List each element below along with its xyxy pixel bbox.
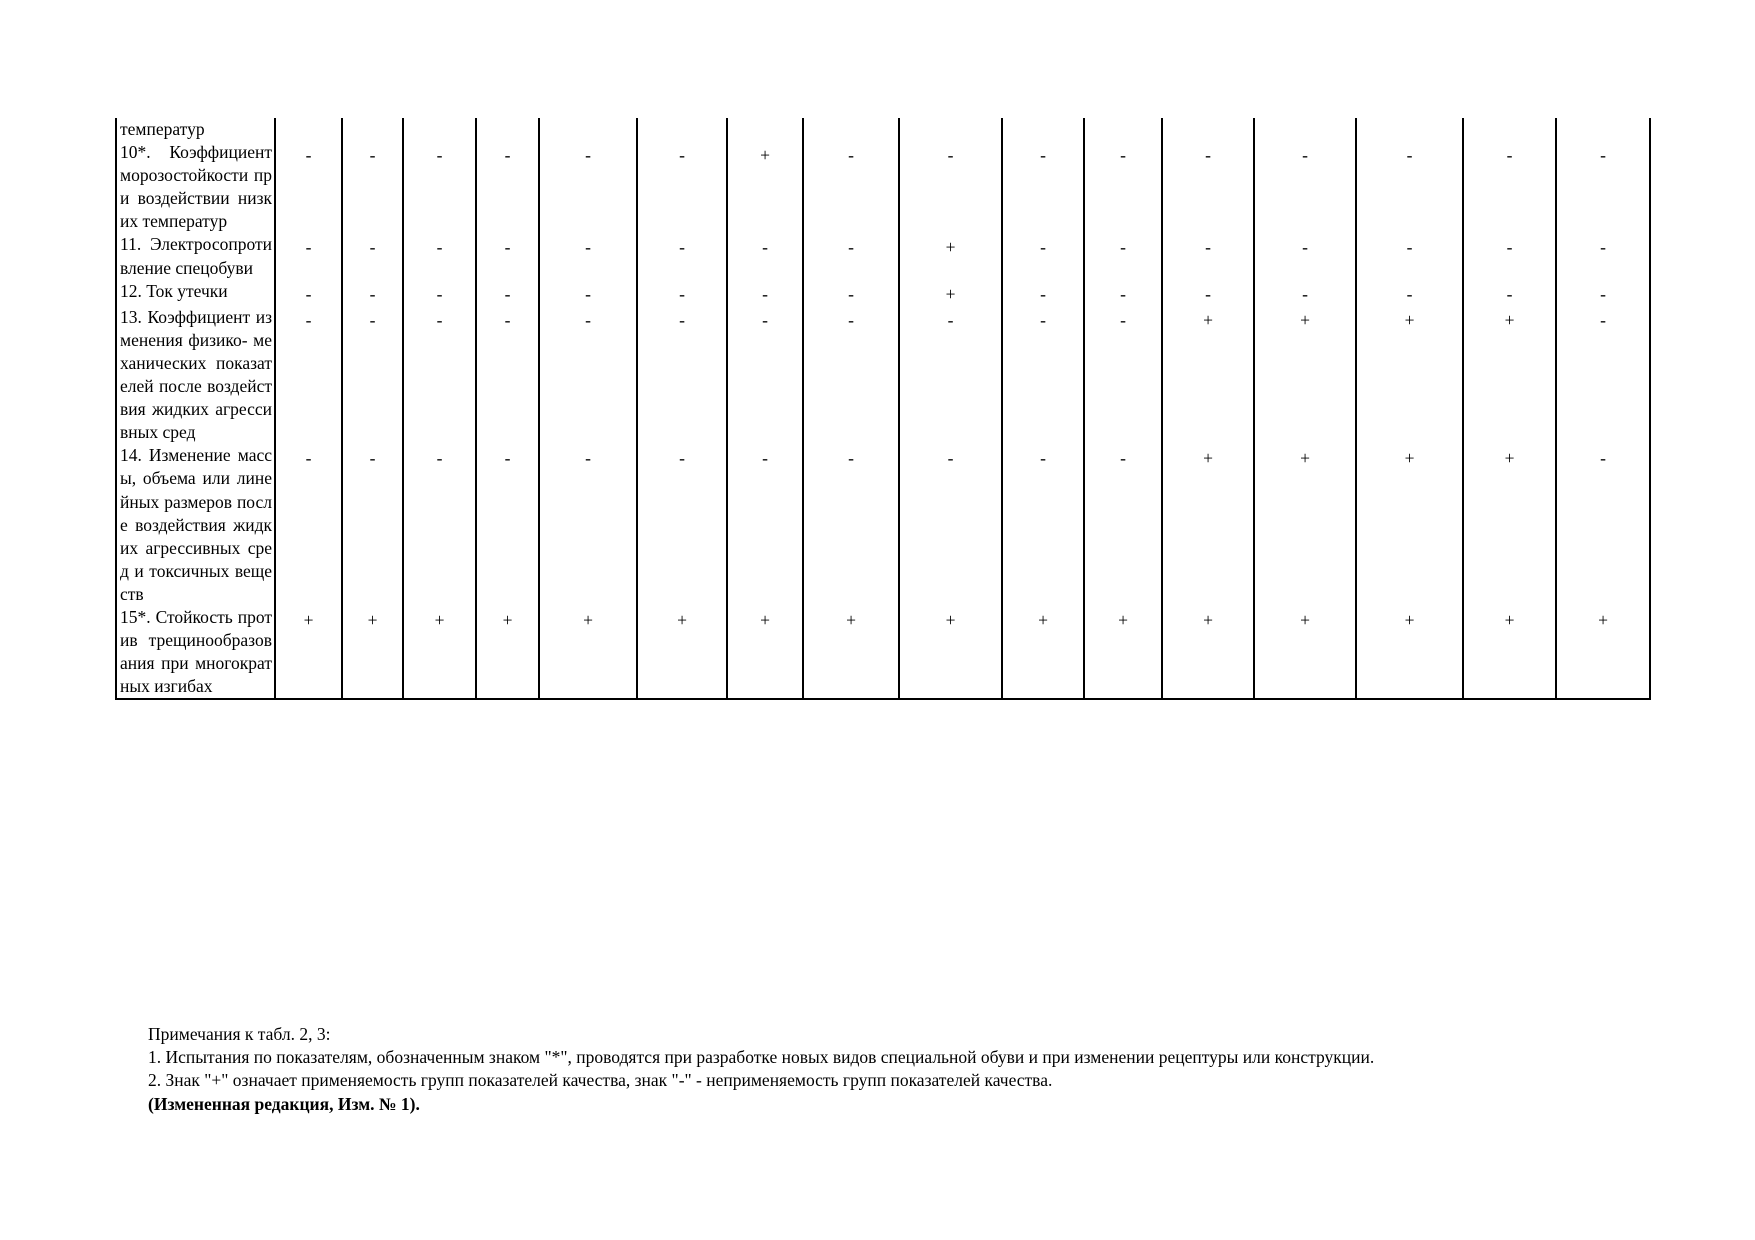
applicability-mark: - bbox=[403, 280, 476, 306]
applicability-mark: - bbox=[727, 444, 803, 606]
applicability-mark: + bbox=[1463, 306, 1556, 445]
table-row bbox=[116, 141, 1650, 233]
applicability-mark: - bbox=[342, 306, 403, 445]
applicability-mark: - bbox=[1556, 306, 1650, 445]
applicability-mark: - bbox=[403, 141, 476, 233]
applicability-mark bbox=[1002, 118, 1084, 141]
amendment-note: (Измененная редакция, Изм. № 1). bbox=[148, 1093, 420, 1114]
indicator-label-line: многократных bbox=[120, 653, 272, 697]
applicability-mark: + bbox=[403, 606, 476, 699]
indicator-label bbox=[116, 141, 275, 233]
applicability-mark bbox=[899, 118, 1002, 141]
note-2: 2. Знак "+" означает применяемость групп показателей качества, знак "-" - неприменяемость групп показателей качества. bbox=[148, 1070, 1053, 1091]
applicability-mark: - bbox=[1162, 141, 1254, 233]
applicability-mark: + bbox=[899, 606, 1002, 699]
table-row bbox=[116, 444, 1650, 606]
applicability-mark bbox=[476, 118, 539, 141]
applicability-mark: - bbox=[899, 306, 1002, 445]
indicator-label bbox=[116, 280, 275, 306]
indicator-label-line: веществ bbox=[120, 560, 272, 604]
applicability-mark: - bbox=[803, 444, 899, 606]
applicability-mark: - bbox=[803, 280, 899, 306]
indicator-label-line: низких bbox=[120, 188, 272, 232]
indicator-label-line: сред и bbox=[120, 537, 273, 581]
applicability-mark: + bbox=[1254, 606, 1356, 699]
table-row bbox=[116, 118, 1650, 141]
applicability-mark: - bbox=[1162, 280, 1254, 306]
applicability-mark: - bbox=[1254, 233, 1356, 279]
indicator-label-line: ания при bbox=[120, 653, 189, 674]
applicability-mark: - bbox=[899, 444, 1002, 606]
applicability-mark: - bbox=[1002, 141, 1084, 233]
applicability-mark: - bbox=[1556, 141, 1650, 233]
applicability-mark: - bbox=[539, 141, 637, 233]
applicability-mark: + bbox=[727, 606, 803, 699]
table-body bbox=[116, 118, 1650, 699]
applicability-mark: + bbox=[1254, 306, 1356, 445]
applicability-mark: - bbox=[275, 306, 342, 445]
applicability-mark: + bbox=[1356, 606, 1463, 699]
applicability-mark: - bbox=[342, 233, 403, 279]
applicability-mark: + bbox=[476, 606, 539, 699]
indicator-label-line: показателей bbox=[120, 352, 272, 397]
indicator-label-line: 12. Ток утечки bbox=[120, 280, 228, 301]
indicator-label-line: жидких bbox=[151, 399, 209, 420]
applicability-mark: - bbox=[476, 306, 539, 445]
applicability-mark: - bbox=[275, 280, 342, 306]
applicability-mark: - bbox=[637, 233, 727, 279]
applicability-mark: - bbox=[1084, 306, 1162, 445]
applicability-mark: + bbox=[1162, 306, 1254, 445]
applicability-mark bbox=[637, 118, 727, 141]
applicability-mark: - bbox=[1463, 141, 1556, 233]
indicator-label-line: размеров после bbox=[120, 491, 272, 535]
applicability-mark: - bbox=[403, 306, 476, 445]
applicability-mark: - bbox=[1254, 141, 1356, 233]
applicability-mark bbox=[1556, 118, 1650, 141]
applicability-mark bbox=[275, 118, 342, 141]
applicability-mark: - bbox=[803, 233, 899, 279]
applicability-mark: - bbox=[476, 233, 539, 279]
indicator-label-line: агрессивных bbox=[120, 399, 273, 443]
applicability-mark bbox=[403, 118, 476, 141]
applicability-mark: + bbox=[1254, 444, 1356, 606]
applicability-mark: - bbox=[403, 444, 476, 606]
indicator-label bbox=[116, 233, 275, 279]
applicability-mark bbox=[1254, 118, 1356, 141]
applicability-mark: - bbox=[803, 306, 899, 445]
applicability-mark: - bbox=[727, 233, 803, 279]
applicability-mark: + bbox=[637, 606, 727, 699]
applicability-mark: - bbox=[1254, 280, 1356, 306]
applicability-mark: - bbox=[476, 280, 539, 306]
indicator-label bbox=[116, 118, 275, 141]
indicator-label-line: Коэффициент bbox=[169, 142, 272, 163]
applicability-mark: - bbox=[476, 444, 539, 606]
applicability-mark: - bbox=[899, 141, 1002, 233]
table-row bbox=[116, 280, 1650, 306]
indicator-label-line: спецобуви bbox=[175, 257, 254, 278]
applicability-mark bbox=[1084, 118, 1162, 141]
indicator-label-line: 13. Коэффициент bbox=[120, 306, 251, 327]
applicability-mark: - bbox=[403, 233, 476, 279]
indicator-label-line: вление bbox=[120, 257, 172, 278]
applicability-mark: + bbox=[1356, 306, 1463, 445]
indicator-label-line: после bbox=[158, 376, 202, 397]
applicability-mark: - bbox=[1084, 444, 1162, 606]
indicator-label-line: изгибах bbox=[154, 676, 213, 697]
indicator-label-line: токсичных bbox=[149, 560, 230, 581]
applicability-mark: - bbox=[1463, 233, 1556, 279]
indicator-label-line: температур bbox=[142, 211, 228, 232]
table-notes bbox=[148, 1023, 1374, 1116]
applicability-mark: + bbox=[1463, 606, 1556, 699]
indicator-label-line: 15*. Стойкость bbox=[120, 606, 233, 627]
applicability-mark: + bbox=[275, 606, 342, 699]
applicability-mark: - bbox=[1556, 280, 1650, 306]
applicability-mark: - bbox=[637, 306, 727, 445]
applicability-mark: - bbox=[727, 306, 803, 445]
applicability-mark: - bbox=[1002, 444, 1084, 606]
indicator-label-line: морозостойкости bbox=[120, 165, 249, 186]
indicator-label-line: агрессивных bbox=[145, 537, 241, 558]
quality-indicators-table-wrapper bbox=[115, 118, 1651, 700]
applicability-mark: - bbox=[1356, 141, 1463, 233]
applicability-mark: - bbox=[342, 280, 403, 306]
indicator-label-line: 14. Изменение bbox=[120, 445, 231, 466]
applicability-mark: - bbox=[1084, 141, 1162, 233]
applicability-mark: - bbox=[1162, 233, 1254, 279]
indicator-label-line: воздействия bbox=[120, 376, 273, 420]
table-row bbox=[116, 606, 1650, 699]
applicability-mark: - bbox=[275, 233, 342, 279]
applicability-mark: + bbox=[1002, 606, 1084, 699]
applicability-mark: + bbox=[803, 606, 899, 699]
table-row bbox=[116, 233, 1650, 279]
applicability-mark: - bbox=[637, 444, 727, 606]
applicability-mark: - bbox=[1002, 306, 1084, 445]
indicator-label-line: или линейных bbox=[120, 468, 273, 512]
applicability-mark: - bbox=[637, 141, 727, 233]
indicator-label bbox=[116, 606, 275, 699]
applicability-mark: - bbox=[727, 280, 803, 306]
applicability-mark: - bbox=[539, 233, 637, 279]
indicator-label bbox=[116, 306, 275, 445]
applicability-mark: + bbox=[727, 141, 803, 233]
quality-indicators-table bbox=[115, 118, 1651, 700]
applicability-mark: - bbox=[637, 280, 727, 306]
indicator-label-line: физико- bbox=[188, 329, 248, 350]
applicability-mark: - bbox=[1084, 280, 1162, 306]
indicator-label-line: трещинообразов bbox=[148, 630, 272, 651]
applicability-mark: + bbox=[539, 606, 637, 699]
indicator-label-line: сред bbox=[162, 422, 196, 443]
notes-title: Примечания к табл. 2, 3: bbox=[148, 1024, 331, 1044]
indicator-label-line: механических bbox=[120, 329, 273, 373]
applicability-mark bbox=[1463, 118, 1556, 141]
applicability-mark: - bbox=[1556, 233, 1650, 279]
applicability-mark bbox=[727, 118, 803, 141]
indicator-label-line: 10*. bbox=[120, 142, 151, 163]
applicability-mark: - bbox=[539, 444, 637, 606]
applicability-mark: + bbox=[899, 233, 1002, 279]
applicability-mark: + bbox=[342, 606, 403, 699]
applicability-mark: - bbox=[342, 444, 403, 606]
indicator-label-line: Электросопроти bbox=[149, 234, 272, 255]
indicator-label-line: при воздействии bbox=[120, 165, 272, 209]
applicability-mark: + bbox=[1162, 606, 1254, 699]
applicability-mark: + bbox=[1162, 444, 1254, 606]
applicability-mark: - bbox=[1002, 233, 1084, 279]
indicator-label-line: изменения bbox=[120, 306, 272, 350]
applicability-mark: + bbox=[1463, 444, 1556, 606]
applicability-mark: + bbox=[1084, 606, 1162, 699]
applicability-mark: - bbox=[1084, 233, 1162, 279]
indicator-label-line: воздействия bbox=[135, 514, 226, 535]
applicability-mark: - bbox=[539, 280, 637, 306]
table-row bbox=[116, 306, 1650, 445]
indicator-label-line: жидких bbox=[120, 514, 272, 558]
applicability-mark bbox=[1162, 118, 1254, 141]
note-1: 1. Испытания по показателям, обозначенным знаком "*", проводятся при разработке новых видов специальной обуви и при изменении рецептуры или конструкции. bbox=[148, 1047, 1375, 1068]
applicability-mark bbox=[539, 118, 637, 141]
indicator-label-line: температур bbox=[120, 119, 205, 139]
applicability-mark: - bbox=[1463, 280, 1556, 306]
applicability-mark: - bbox=[342, 141, 403, 233]
applicability-mark: - bbox=[1356, 233, 1463, 279]
applicability-mark: - bbox=[1356, 280, 1463, 306]
applicability-mark: - bbox=[476, 141, 539, 233]
applicability-mark bbox=[1356, 118, 1463, 141]
indicator-label-line: против bbox=[120, 606, 272, 651]
applicability-mark: - bbox=[275, 141, 342, 233]
applicability-mark bbox=[803, 118, 899, 141]
applicability-mark bbox=[342, 118, 403, 141]
applicability-mark: + bbox=[1556, 606, 1650, 699]
applicability-mark: - bbox=[1556, 444, 1650, 606]
applicability-mark: - bbox=[539, 306, 637, 445]
indicator-label bbox=[116, 444, 275, 606]
indicator-label-line: 11. bbox=[120, 234, 142, 255]
applicability-mark: - bbox=[803, 141, 899, 233]
applicability-mark: + bbox=[1356, 444, 1463, 606]
applicability-mark: + bbox=[899, 280, 1002, 306]
applicability-mark: - bbox=[1002, 280, 1084, 306]
indicator-label-line: массы, объема bbox=[120, 445, 273, 489]
applicability-mark: - bbox=[275, 444, 342, 606]
